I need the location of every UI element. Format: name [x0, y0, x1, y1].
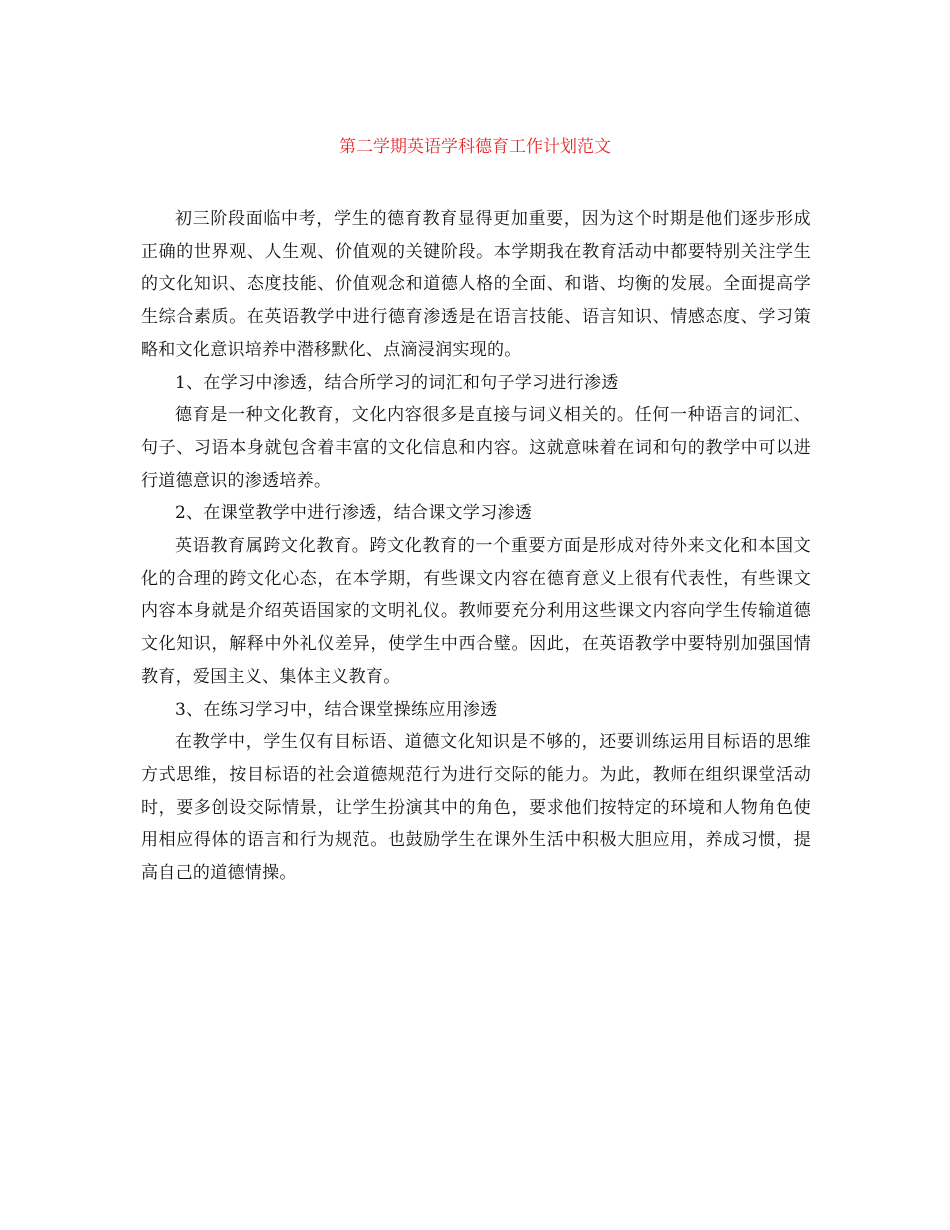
section-heading-3: 3、在练习学习中，结合课堂操练应用渗透: [175, 699, 498, 720]
intro-paragraph: 初三阶段面临中考，学生的德育教育显得更加重要，因为这个时期是他们逐步形成正确的世界观、人生观、价值观的关键阶段。本学期我在教育活动中都要特别关注学生的文化知识、态度技能、价值观念和道德人格的全面、和谐、均衡的发展。全面提高学生综合素质。在英语教学中进行德育渗透是在语言技能、语言知识、情感态度、学习策略和文化意识培养中潜移默化、点滴浸润实现的。: [141, 209, 811, 360]
document-body: [141, 203, 811, 890]
document-title: 第二学期英语学科德育工作计划范文: [339, 137, 611, 157]
section-paragraph-2: 英语教育属跨文化教育。跨文化教育的一个重要方面是形成对待外来文化和本国文化的合理的跨文化心态，在本学期，有些课文内容在德育意义上很有代表性，有些课文内容本身就是介绍英语国家的文明礼仪。教师要充分利用这些课文内容向学生传输道德文化知识，解释中外礼仪差异，使学生中西合璧。因此，在英语教学中要特别加强国情教育，爱国主义、集体主义教育。: [141, 536, 811, 687]
section-paragraph-3: 在教学中，学生仅有目标语、道德文化知识是不够的，还要训练运用目标语的思维方式思维，按目标语的社会道德规范行为进行交际的能力。为此，教师在组织课堂活动时，要多创设交际情景，让学生扮演其中的角色，要求他们按特定的环境和人物角色使用相应得体的语言和行为规范。也鼓励学生在课外生活中积极大胆应用，养成习惯，提高自己的道德情操。: [141, 732, 811, 884]
section-heading-2: 2、在课堂教学中进行渗透，结合课文学习渗透: [175, 503, 533, 524]
section-paragraph-1: 德育是一种文化教育，文化内容很多是直接与词义相关的。任何一种语言的词汇、句子、习语本身就包含着丰富的文化信息和内容。这就意味着在词和句的教学中可以进行道德意识的渗透培养。: [141, 405, 811, 491]
section-heading-1: 1、在学习中渗透，结合所学习的词汇和句子学习进行渗透: [175, 372, 619, 393]
